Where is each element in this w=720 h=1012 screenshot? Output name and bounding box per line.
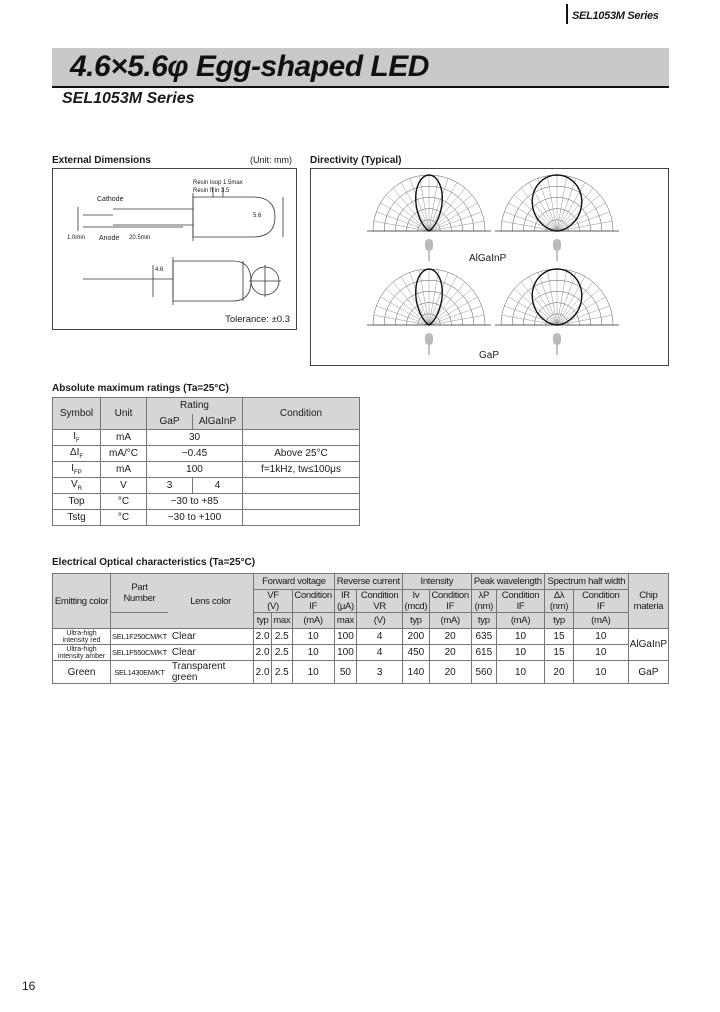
condition-cell <box>243 494 360 510</box>
ir-cell: 50 <box>334 661 357 684</box>
condition-cell <box>243 478 360 494</box>
col-chip: Chip materia <box>628 574 668 629</box>
part-number-cell: SEL1430EM/KT <box>111 661 168 684</box>
vf-max-cell: 2.5 <box>271 629 292 645</box>
cond-head: Condition IF <box>429 590 471 613</box>
rating-cell: −30 to +100 <box>147 510 243 526</box>
lp-head: λP (nm) <box>471 590 496 613</box>
table-row <box>53 645 669 661</box>
series-tag: SEL1053M Series <box>572 10 659 22</box>
if-cell: 10 <box>573 661 628 684</box>
emitting-color-cell: Ultra-high intensity red <box>53 629 111 645</box>
table-row <box>53 478 360 494</box>
unit-cell: mA/°C <box>101 446 147 462</box>
symbol-cell: Tstg <box>53 510 101 526</box>
rating-cell: 30 <box>147 430 243 446</box>
directivity-diagram <box>310 168 669 366</box>
col-peak-wavelength: Peak wavelength <box>471 574 544 590</box>
lens-cell: Clear <box>168 629 254 645</box>
cond-head: Condition VR <box>357 590 403 613</box>
part-number-cell: SEL1F550CM/KT <box>111 645 168 661</box>
iv-head: Iv (mcd) <box>404 590 428 612</box>
if-cell: 10 <box>292 661 334 684</box>
symbol-cell: $I_{FP}$ <box>53 462 101 478</box>
ma-head: (mA) <box>429 613 471 629</box>
ma-head: (mA) <box>573 613 628 629</box>
if-cell: 10 <box>573 629 628 645</box>
col-forward-voltage: Forward voltage <box>254 574 334 590</box>
dl-cell: 20 <box>545 661 574 684</box>
table-row <box>53 446 360 462</box>
if-cell: 20 <box>429 645 471 661</box>
width-label: 5.6 <box>253 213 262 219</box>
table-row <box>53 510 360 526</box>
height-label: 4.6 <box>155 267 164 273</box>
vf-max-cell: 2.5 <box>271 645 292 661</box>
cond-head: Condition IF <box>292 590 334 613</box>
tolerance-note: Tolerance: ±0.3 <box>225 314 290 325</box>
if-cell: 10 <box>496 661 544 684</box>
eo-table <box>52 573 669 684</box>
if-cell: 10 <box>292 645 334 661</box>
ma-head: (mA) <box>292 613 334 629</box>
cond-head: Condition IF <box>496 590 544 613</box>
led-icon <box>425 333 433 345</box>
dimension-drawing-svg <box>53 169 298 331</box>
lens-cell: Transparent green <box>168 661 254 684</box>
col-rating: Rating <box>147 398 243 414</box>
rating-gap-cell: 3 <box>147 478 193 494</box>
if-cell: 20 <box>429 629 471 645</box>
if-cell: 10 <box>496 645 544 661</box>
if-cell: 20 <box>429 661 471 684</box>
emitting-color-cell: Ultra-high intensity amber <box>53 645 111 661</box>
col-intensity: Intensity <box>403 574 472 590</box>
condition-cell <box>243 510 360 526</box>
condition-cell <box>243 430 360 446</box>
col-gap: GaP <box>147 414 193 430</box>
cond-head: Condition IF <box>573 590 628 613</box>
ma-head: (mA) <box>496 613 544 629</box>
vf-head: VF (V) <box>254 590 292 613</box>
if-cell: 10 <box>292 629 334 645</box>
vr-cell: 4 <box>357 645 403 661</box>
table-row <box>53 494 360 510</box>
unit-cell: V <box>101 478 147 494</box>
abs-max-table <box>52 397 360 526</box>
vr-cell: 4 <box>357 629 403 645</box>
col-unit: Unit <box>101 398 147 430</box>
rating-cell: −30 to +85 <box>147 494 243 510</box>
iv-cell: 200 <box>403 629 430 645</box>
led-icon <box>553 239 561 251</box>
anode-label: Anode <box>99 235 120 242</box>
lp-cell: 560 <box>471 661 496 684</box>
unit-cell: mA <box>101 462 147 478</box>
rating-cell: −0.45 <box>147 446 243 462</box>
lp-cell: 635 <box>471 629 496 645</box>
table-row <box>53 462 360 478</box>
abs-max-heading: Absolute maximum ratings (Ta=25°C) <box>52 383 229 394</box>
vf-typ-cell: 2.0 <box>254 629 272 645</box>
vf-typ-cell: 2.0 <box>254 645 272 661</box>
led-icon <box>553 333 561 345</box>
spacing-label: 1.0min <box>67 235 86 241</box>
dl-head: Δλ (nm) <box>545 590 574 613</box>
led-icon <box>425 239 433 251</box>
max-head: max <box>334 613 357 629</box>
rating-cell: 100 <box>147 462 243 478</box>
if-cell: 10 <box>573 645 628 661</box>
page-title: 4.6×5.6φ Egg-shaped LED <box>70 50 429 83</box>
table-row <box>53 430 360 446</box>
ir-cell: 100 <box>334 645 357 661</box>
directivity-svg <box>311 169 670 367</box>
col-spectrum-half-width: Spectrum half width <box>545 574 629 590</box>
external-dimensions-heading: External Dimensions <box>52 155 151 166</box>
condition-cell: f=1kHz, tw≤100μs <box>243 462 360 478</box>
col-reverse-current: Reverse current <box>334 574 402 590</box>
condition-cell: Above 25°C <box>243 446 360 462</box>
dimension-drawing <box>52 168 297 330</box>
lead-length-label: 20.5min <box>129 235 151 241</box>
symbol-cell: $I_F$ <box>53 430 101 446</box>
dl-cell: 15 <box>545 629 574 645</box>
symbol-cell: Top <box>53 494 101 510</box>
typ-head: typ <box>254 613 272 629</box>
rating-algainp-cell: 4 <box>193 478 243 494</box>
title-rule <box>52 86 669 88</box>
part-number-cell: SEL1F250CM/KT <box>111 629 168 645</box>
ir-head: IR (μA) <box>334 590 357 613</box>
lens-cell: Clear <box>168 645 254 661</box>
typ-head: typ <box>403 613 430 629</box>
emitting-color-cell: Green <box>53 661 111 684</box>
ir-cell: 100 <box>334 629 357 645</box>
algainp-label: AlGaInP <box>469 253 507 264</box>
col-part: Part Number <box>111 574 168 613</box>
col-emitting-color: Emitting color <box>53 574 111 629</box>
cathode-label: Cathode <box>97 196 124 203</box>
table-row <box>53 661 669 684</box>
page-subtitle: SEL1053M Series <box>62 90 195 107</box>
v-head: (V) <box>357 613 403 629</box>
part-spacer <box>111 613 168 629</box>
max-head: max <box>271 613 292 629</box>
page-number: 16 <box>22 979 36 993</box>
resin-label: Resin loop 1.5max <box>193 180 243 186</box>
unit-cell: °C <box>101 510 147 526</box>
col-algainp: AlGaInP <box>193 414 243 430</box>
vr-cell: 3 <box>357 661 403 684</box>
typ-head: typ <box>545 613 574 629</box>
unit-note: (Unit: mm) <box>250 155 292 165</box>
chip-cell: GaP <box>628 661 668 684</box>
iv-cell: 140 <box>403 661 430 684</box>
table-row <box>53 629 669 645</box>
unit-cell: °C <box>101 494 147 510</box>
lp-cell: 615 <box>471 645 496 661</box>
iv-cell: 450 <box>403 645 430 661</box>
if-cell: 10 <box>496 629 544 645</box>
symbol-cell: $V_R$ <box>53 478 101 494</box>
unit-cell: mA <box>101 430 147 446</box>
col-symbol: Symbol <box>53 398 101 430</box>
gap-label: GaP <box>479 350 500 361</box>
vf-max-cell: 2.5 <box>271 661 292 684</box>
col-condition: Condition <box>243 398 360 430</box>
directivity-heading: Directivity (Typical) <box>310 155 402 166</box>
eo-heading: Electrical Optical characteristics (Ta=25°C) <box>52 557 256 568</box>
chip-cell: AlGaInP <box>628 629 668 661</box>
symbol-cell: $\Delta I_F$ <box>53 446 101 462</box>
resin-label-2: Resin fl in 3.5 <box>193 188 230 194</box>
vf-typ-cell: 2.0 <box>254 661 272 684</box>
header-bar <box>566 4 568 24</box>
typ-head: typ <box>471 613 496 629</box>
col-lens: Lens color <box>168 574 254 629</box>
dl-cell: 15 <box>545 645 574 661</box>
